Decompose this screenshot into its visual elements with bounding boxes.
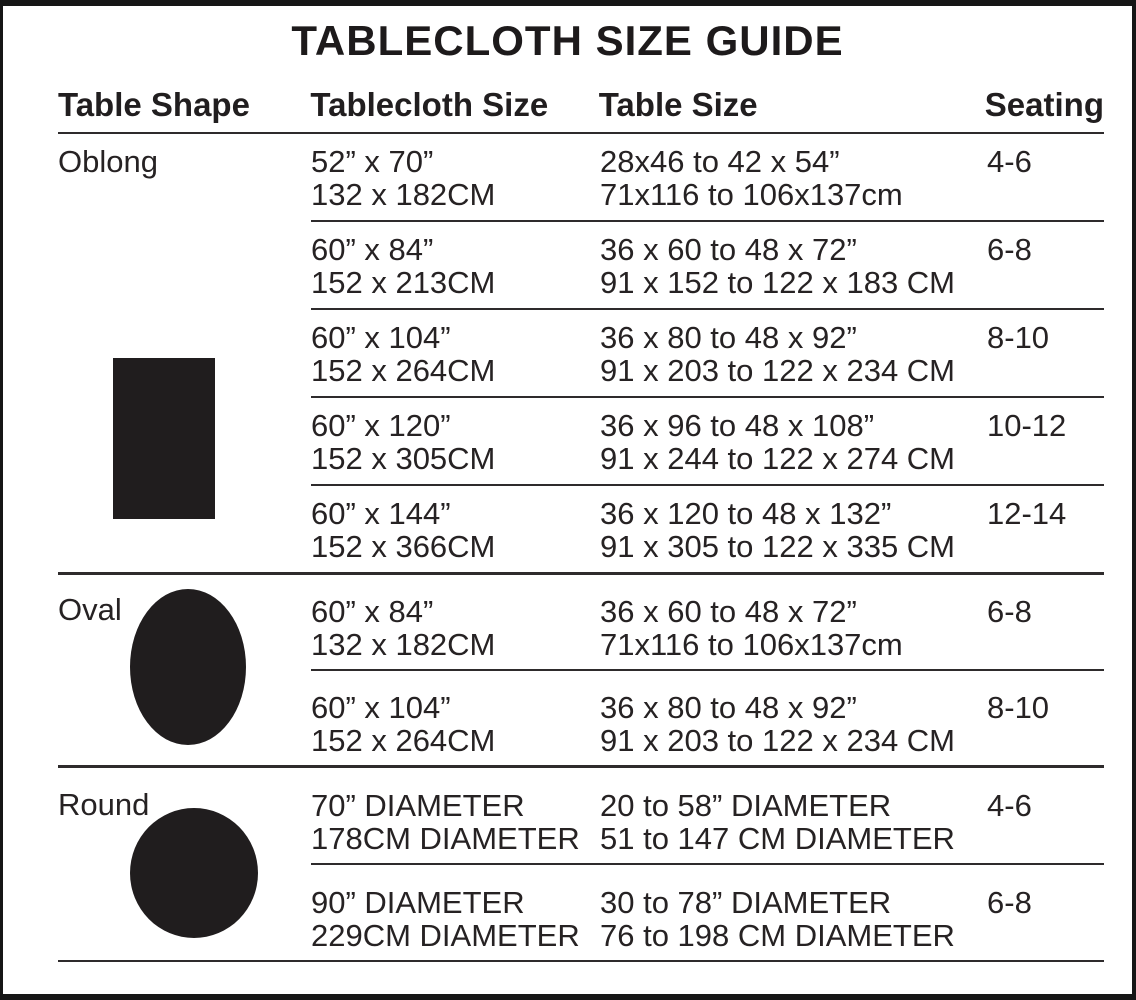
tablecloth-size-cm: 132 x 182CM [311,177,496,212]
tablecloth-size-cell [311,789,600,855]
table-size-inches: 36 x 60 to 48 x 72” [600,594,857,629]
round-circle-icon [130,808,258,938]
tablecloth-size-cm: 229CM DIAMETER [311,918,580,953]
tablecloth-size-cell [311,497,600,563]
table-row [311,484,1104,572]
table-size-cell [600,497,987,563]
column-header-table-size: Table Size [598,86,758,123]
tablecloth-size-cell [311,321,600,387]
table-row [311,308,1104,396]
seating-cell: 4-6 [987,144,1032,179]
table-row [311,575,1104,669]
table-size-cell [600,145,987,211]
table-size-cell [600,886,987,952]
size-guide-table [58,88,1104,962]
table-size-cm: 91 x 244 to 122 x 274 CM [600,441,956,476]
tablecloth-size-cell [311,886,600,952]
seating-cell: 6-8 [987,232,1032,267]
tablecloth-size-cm: 152 x 264CM [311,353,496,388]
table-size-inches: 30 to 78” DIAMETER [600,885,892,920]
section-oblong [58,134,1104,572]
shape-cell-oblong [58,134,311,572]
table-size-cell [600,321,987,387]
table-size-cm: 71x116 to 106x137cm [600,177,903,212]
table-size-cm: 71x116 to 106x137cm [600,627,903,662]
table-row [311,669,1104,765]
tablecloth-size-cell [311,233,600,299]
table-size-cm: 51 to 147 CM DIAMETER [600,821,955,856]
table-size-cell [600,409,987,475]
table-size-cm: 91 x 152 to 122 x 183 CM [600,265,956,300]
table-size-cell [600,789,987,855]
table-row [311,863,1104,960]
table-size-inches: 36 x 60 to 48 x 72” [600,232,857,267]
seating-cell: 12-14 [987,496,1067,531]
tablecloth-size-cm: 152 x 264CM [311,723,496,758]
shape-cell-oval [58,575,311,765]
shape-label-oblong: Oblong [58,144,158,179]
table-size-cell [600,233,987,299]
rows-round [311,768,1104,960]
seating-cell: 6-8 [987,594,1032,629]
table-size-cm: 91 x 203 to 122 x 234 CM [600,723,956,758]
table-size-cm: 91 x 203 to 122 x 234 CM [600,353,956,388]
section-oval [58,572,1104,765]
tablecloth-size-inches: 70” DIAMETER [311,788,525,823]
seating-cell: 10-12 [987,408,1067,443]
tablecloth-size-cm: 152 x 366CM [311,529,496,564]
tablecloth-size-cm: 152 x 305CM [311,441,496,476]
tablecloth-size-inches: 60” x 120” [311,408,451,443]
oblong-rectangle-icon [113,358,215,519]
tablecloth-size-cm: 178CM DIAMETER [311,821,580,856]
table-size-inches: 28x46 to 42 x 54” [600,144,840,179]
tablecloth-size-cell [311,145,600,211]
table-row [311,134,1104,220]
tablecloth-size-cell [311,409,600,475]
tablecloth-size-inches: 90” DIAMETER [311,885,525,920]
table-size-cm: 91 x 305 to 122 x 335 CM [600,529,956,564]
shape-cell-round [58,768,311,960]
page-title: TABLECLOTH SIZE GUIDE [291,17,844,64]
table-size-cm: 76 to 198 CM DIAMETER [600,918,955,953]
shape-label-round: Round [58,787,150,822]
section-round [58,765,1104,962]
rows-oblong [311,134,1104,572]
column-header-tablecloth-size: Tablecloth Size [310,86,549,123]
seating-cell: 4-6 [987,788,1032,823]
oval-ellipse-icon [130,589,246,745]
tablecloth-size-inches: 60” x 84” [311,594,434,629]
table-size-inches: 36 x 80 to 48 x 92” [600,690,857,725]
tablecloth-size-cell [311,595,600,661]
tablecloth-size-inches: 60” x 84” [311,232,434,267]
tablecloth-size-inches: 52” x 70” [311,144,434,179]
seating-cell: 8-10 [987,690,1050,725]
table-row [311,768,1104,863]
seating-cell: 6-8 [987,885,1032,920]
tablecloth-size-cm: 152 x 213CM [311,265,496,300]
seating-cell: 8-10 [987,320,1050,355]
tablecloth-size-cell [311,691,600,757]
table-row [311,220,1104,308]
tablecloth-size-cm: 132 x 182CM [311,627,496,662]
tablecloth-size-inches: 60” x 144” [311,496,451,531]
column-header-table-shape: Table Shape [58,86,250,123]
table-size-inches: 36 x 120 to 48 x 132” [600,496,892,531]
rows-oval [311,575,1104,765]
tablecloth-size-inches: 60” x 104” [311,690,451,725]
shape-label-oval: Oval [58,592,122,627]
table-size-cell [600,595,987,661]
table-size-inches: 20 to 58” DIAMETER [600,788,892,823]
tablecloth-size-inches: 60” x 104” [311,320,451,355]
table-size-inches: 36 x 80 to 48 x 92” [600,320,857,355]
column-header-seating: Seating [984,86,1104,123]
table-header-row [58,88,1104,134]
table-size-inches: 36 x 96 to 48 x 108” [600,408,875,443]
table-row [311,396,1104,484]
table-size-cell [600,691,987,757]
